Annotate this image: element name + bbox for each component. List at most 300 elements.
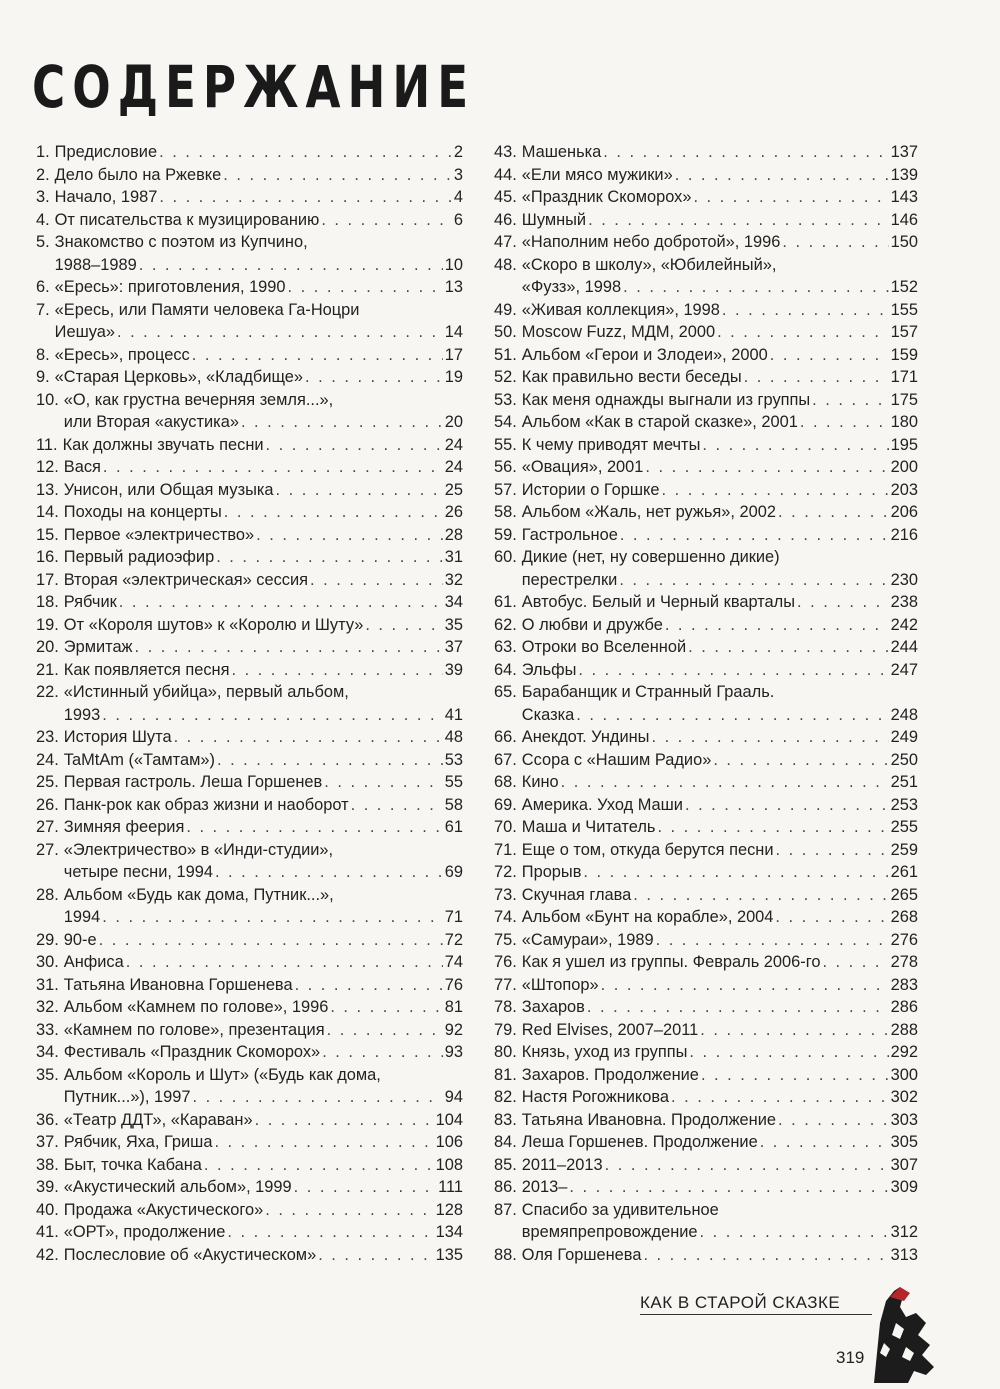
dot-leader <box>119 591 443 614</box>
toc-entry-title: От «Короля шутов» к «Королю и Шуту» <box>63 615 364 634</box>
toc-entry-number: 44. <box>494 165 517 184</box>
page-title: СОДЕРЖАНИЕ <box>32 53 476 121</box>
dot-leader <box>662 479 889 502</box>
toc-entry-title: «О, как грустна вечерняя земля...», <box>63 390 334 409</box>
toc-entry-title: Оля Горшенева <box>521 1245 642 1264</box>
toc-entry-title: «Акустический альбом», 1999 <box>63 1178 292 1196</box>
toc-entry-page: 216 <box>890 525 918 544</box>
dot-leader <box>587 996 889 1019</box>
toc-entry <box>36 366 463 389</box>
toc-entry-page: 39 <box>444 660 463 679</box>
toc-entry <box>494 974 918 997</box>
toc-entry-title: Альбом «Как в старой сказке», 2001 <box>521 413 798 431</box>
toc-entry-number: 41. <box>36 1223 59 1241</box>
toc-entry <box>494 141 918 164</box>
toc-entry-title: Настя Рогожникова <box>521 1088 670 1106</box>
footer-rule <box>640 1314 872 1315</box>
toc-column-right <box>494 141 918 1266</box>
toc-entry-title: «Театр ДДТ», «Караван» <box>63 1110 253 1129</box>
toc-entry-title-continued: «Фузз», 1998 <box>521 278 622 296</box>
toc-entry <box>494 906 918 929</box>
toc-entry-page: 61 <box>444 818 463 836</box>
toc-entry-number: 35. <box>36 1065 59 1084</box>
toc-entry-title: Маша и Читатель <box>521 818 656 836</box>
toc-entry <box>36 794 463 817</box>
toc-entry <box>36 816 463 839</box>
toc-entry <box>36 749 463 772</box>
toc-entry-page: 41 <box>444 705 463 724</box>
toc-entry-title: Зимняя феерия <box>63 818 185 836</box>
dot-leader <box>159 141 452 164</box>
dot-leader <box>651 726 888 749</box>
dot-leader <box>620 524 889 547</box>
toc-entry <box>494 1154 918 1177</box>
dot-leader <box>174 726 443 749</box>
toc-entry-number: 14. <box>36 503 59 521</box>
toc-entry-number: 69. <box>494 795 517 814</box>
toc-entry-page: 206 <box>890 503 918 521</box>
toc-entry-title: «Скоро в школу», «Юбилейный», <box>521 255 777 274</box>
toc-entry-title: Первая гастроль. Леша Горшенев <box>63 773 323 791</box>
toc-entry-number: 55. <box>494 435 517 454</box>
toc-entry-number: 86. <box>494 1178 517 1196</box>
toc-entry-number: 7. <box>36 300 50 319</box>
toc-entry <box>36 479 463 502</box>
dot-leader <box>633 884 888 907</box>
toc-entry-page: 72 <box>444 930 463 949</box>
dot-leader <box>797 591 889 614</box>
toc-entry-title: «Ересь», процесс <box>54 345 190 364</box>
toc-entry-page: 10 <box>444 255 463 274</box>
toc-entry-title: «Ересь, или Памяти человека Га-Ноцри <box>54 300 360 319</box>
toc-entry-title: Анфиса <box>63 953 124 971</box>
toc-entry-page: 17 <box>444 345 463 364</box>
toc-entry-title: Эрмитаж <box>63 638 133 656</box>
toc-entry-page: 48 <box>444 728 463 746</box>
toc-entry-page: 195 <box>890 435 918 454</box>
toc-entry-number: 20. <box>36 638 59 656</box>
toc-entry-title: Спасибо за удивительное <box>521 1200 719 1219</box>
dot-leader <box>126 951 443 974</box>
toc-entry-page: 283 <box>890 975 918 994</box>
toc-entry-page: 26 <box>444 503 463 521</box>
toc-entry <box>36 884 463 929</box>
dot-leader <box>322 1041 443 1064</box>
toc-entry-title: Машенька <box>521 143 602 161</box>
toc-entry-title: «Овация», 2001 <box>521 458 644 476</box>
toc-entry-page: 139 <box>890 165 918 184</box>
toc-entry-number: 81. <box>494 1065 517 1084</box>
jester-emblem-icon <box>870 1283 942 1383</box>
toc-entry-title: Альбом «Король и Шут» («Будь как дома, <box>63 1065 381 1084</box>
toc-entry-title-continued: 1988–1989 <box>54 255 137 274</box>
toc-entry-page: 55 <box>444 773 463 791</box>
toc-entry-number: 61. <box>494 593 517 611</box>
toc-entry-page: 34 <box>444 593 463 611</box>
toc-entry-number: 18. <box>36 593 59 611</box>
toc-entry <box>36 839 463 884</box>
toc-entry-page: 253 <box>890 795 918 814</box>
toc-entry <box>36 996 463 1019</box>
toc-entry-title: Альбом «Камнем по голове», 1996 <box>63 998 329 1016</box>
toc-entry-title: Начало, 1987 <box>54 188 158 206</box>
toc-entry-number: 6. <box>36 278 50 296</box>
toc-entry-page: 248 <box>890 705 918 724</box>
dot-leader <box>318 1244 433 1267</box>
toc-entry <box>36 569 463 592</box>
dot-leader <box>688 636 889 659</box>
toc-entry <box>494 1019 918 1042</box>
dot-leader <box>310 569 443 592</box>
toc-entry-title: Как меня однажды выгнали из группы <box>521 390 811 409</box>
toc-entry <box>494 794 918 817</box>
toc-entry-number: 15. <box>36 525 59 544</box>
toc-entry-title: Первое «электричество» <box>63 525 255 544</box>
toc-entry-number: 21. <box>36 660 59 679</box>
toc-entry-title: Еще о том, откуда берутся песни <box>521 840 774 859</box>
toc-entry-number: 63. <box>494 638 517 656</box>
dot-leader <box>365 614 442 637</box>
toc-entry-number: 17. <box>36 570 59 589</box>
toc-entry-title-continued: 1993 <box>63 705 101 724</box>
toc-entry-number: 27. <box>36 818 59 836</box>
toc-entry-number: 78. <box>494 998 517 1016</box>
toc-entry-number: 4. <box>36 210 50 229</box>
toc-entry-title: Князь, уход из группы <box>521 1043 688 1061</box>
toc-entry-title: Как появляется песня <box>63 660 230 679</box>
toc-entry-title: Отроки во Вселенной <box>521 638 687 656</box>
toc-entry-title: Вторая «электрическая» сессия <box>63 570 308 589</box>
toc-entry-title: «Самураи», 1989 <box>521 930 654 949</box>
dot-leader <box>159 186 452 209</box>
toc-entry-page: 180 <box>890 413 918 431</box>
toc-entry-page: 134 <box>435 1223 463 1241</box>
toc-entry-number: 59. <box>494 525 517 544</box>
dot-leader <box>276 479 443 502</box>
toc-entry-title: Быт, точка Кабана <box>63 1155 202 1174</box>
dot-leader <box>778 501 889 524</box>
toc-entry-number: 47. <box>494 233 517 251</box>
toc-entry-title: «Электричество» в «Инди-студии», <box>63 840 334 859</box>
toc-entry <box>494 411 918 434</box>
toc-entry-title-continued: Путник...»), 1997 <box>63 1088 191 1106</box>
toc-entry <box>494 929 918 952</box>
toc-entry-number: 77. <box>494 975 517 994</box>
toc-entry <box>494 434 918 457</box>
toc-entry-page: 106 <box>435 1133 463 1151</box>
toc-entry-page: 19 <box>444 368 463 386</box>
toc-entry <box>36 209 463 232</box>
toc-entry-number: 39. <box>36 1178 59 1196</box>
dot-leader <box>623 276 889 299</box>
toc-entry-number: 40. <box>36 1200 59 1219</box>
toc-entry-page: 35 <box>444 615 463 634</box>
toc-entry <box>494 1176 918 1199</box>
toc-entry-number: 10. <box>36 390 59 409</box>
toc-entry-number: 82. <box>494 1088 517 1106</box>
toc-entry-number: 49. <box>494 300 517 319</box>
toc-entry <box>36 1064 463 1109</box>
toc-entry-number: 58. <box>494 503 517 521</box>
dot-leader <box>778 1109 889 1132</box>
toc-entry-number: 24. <box>36 750 59 769</box>
toc-entry-page: 31 <box>444 548 463 566</box>
toc-entry-page: 94 <box>444 1088 463 1106</box>
toc-entry <box>494 951 918 974</box>
toc-entry-page: 53 <box>444 750 463 769</box>
toc-entry-title: Барабанщик и Странный Грааль. <box>521 683 775 701</box>
toc-entry <box>36 681 463 726</box>
toc-entry <box>36 299 463 344</box>
toc-entry <box>494 1041 918 1064</box>
toc-entry-number: 38. <box>36 1155 59 1174</box>
toc-entry-page: 255 <box>890 818 918 836</box>
toc-entry <box>494 546 918 591</box>
toc-entry-title: От писательства к музицированию <box>54 210 320 229</box>
toc-entry <box>36 344 463 367</box>
toc-entry <box>36 1109 463 1132</box>
toc-entry-page: 143 <box>890 188 918 206</box>
dot-leader <box>693 186 888 209</box>
toc-entry-page: 24 <box>444 435 463 454</box>
toc-entry-page: 312 <box>890 1223 918 1241</box>
toc-entry-title: Предисловие <box>54 143 158 161</box>
toc-entry-page: 108 <box>435 1155 463 1174</box>
toc-entry-page: 230 <box>890 570 918 589</box>
dot-leader <box>700 1019 888 1042</box>
toc-entry-number: 74. <box>494 908 517 926</box>
toc-entry-number: 80. <box>494 1043 517 1061</box>
toc-entry-page: 302 <box>890 1088 918 1106</box>
toc-entry-number: 23. <box>36 728 59 746</box>
toc-entry <box>36 1244 463 1267</box>
dot-leader <box>775 839 888 862</box>
toc-entry-number: 51. <box>494 345 517 364</box>
toc-entry-page: 14 <box>444 323 463 341</box>
toc-entry-page: 25 <box>444 480 463 499</box>
dot-leader <box>294 1176 436 1199</box>
toc-entry-page: 278 <box>890 953 918 971</box>
dot-leader <box>265 1199 433 1222</box>
toc-entry-number: 3. <box>36 188 50 206</box>
dot-leader <box>186 816 442 839</box>
toc-entry-number: 50. <box>494 323 517 341</box>
toc-entry-number: 48. <box>494 255 517 274</box>
toc-entry-title: Альбом «Герои и Злодеи», 2000 <box>521 345 768 364</box>
toc-entry-title: Автобус. Белый и Черный кварталы <box>521 593 795 611</box>
toc-entry-number: 88. <box>494 1245 517 1264</box>
toc-entry-number: 2. <box>36 165 50 184</box>
dot-leader <box>99 929 443 952</box>
dot-leader <box>351 794 443 817</box>
toc-entry-page: 150 <box>890 233 918 251</box>
toc-entry-title: «Штопор» <box>521 975 599 994</box>
toc-entry-page: 200 <box>890 458 918 476</box>
dot-leader <box>192 344 443 367</box>
toc-entry-page: 259 <box>890 840 918 859</box>
toc-entry <box>494 479 918 502</box>
dot-leader <box>204 1154 434 1177</box>
toc-entry <box>494 524 918 547</box>
dot-leader <box>583 861 888 884</box>
toc-entry-number: 36. <box>36 1110 59 1129</box>
toc-entry-number: 56. <box>494 458 517 476</box>
toc-entry-title: Как я ушел из группы. Февраль 2006-го <box>521 953 821 971</box>
toc-entry-page: 146 <box>890 210 918 229</box>
toc-entry <box>494 614 918 637</box>
dot-leader <box>321 209 452 232</box>
dot-leader <box>619 569 888 592</box>
toc-entry <box>36 456 463 479</box>
toc-entry-title: Леша Горшенев. Продолжение <box>521 1133 758 1151</box>
toc-entry <box>494 186 918 209</box>
toc-entry-title-continued: или Вторая «акустика» <box>63 413 239 431</box>
dot-leader <box>701 1064 889 1087</box>
toc-entry-page: 309 <box>890 1178 918 1196</box>
toc-entry-title-continued: четыре песни, 1994 <box>63 863 213 881</box>
toc-entry-number: 29. <box>36 930 59 949</box>
toc-entry <box>36 591 463 614</box>
dot-leader <box>216 546 443 569</box>
toc-entry-title-continued: перестрелки <box>521 570 618 589</box>
toc-entry <box>494 1086 918 1109</box>
toc-entry <box>36 1154 463 1177</box>
toc-entry <box>494 1244 918 1267</box>
toc-entry-title-continued: Иешуа» <box>54 323 115 341</box>
toc-entry <box>36 974 463 997</box>
toc-entry-number: 1. <box>36 143 50 161</box>
page-number: 319 <box>836 1348 865 1367</box>
dot-leader <box>266 434 443 457</box>
toc-entry-page: 37 <box>444 638 463 656</box>
toc-entry-page: 74 <box>444 953 463 971</box>
toc-entry-page: 13 <box>444 278 463 296</box>
dot-leader <box>227 1221 433 1244</box>
toc-entry-number: 37. <box>36 1133 59 1151</box>
dot-leader <box>135 636 443 659</box>
dot-leader <box>215 861 443 884</box>
toc-entry-number: 9. <box>36 368 50 386</box>
dot-leader <box>744 366 889 389</box>
toc-entry-title: Вася <box>63 458 101 476</box>
toc-entry-title: Кино <box>521 773 559 791</box>
toc-entry-title: «Праздник Скоморох» <box>521 188 692 206</box>
toc-entry-title: Эльфы <box>521 660 577 679</box>
dot-leader <box>214 1131 433 1154</box>
dot-leader <box>217 749 443 772</box>
toc-entry-page: 268 <box>890 908 918 926</box>
toc-entry <box>494 884 918 907</box>
toc-entry <box>494 389 918 412</box>
dot-leader <box>569 1176 888 1199</box>
dot-leader <box>775 906 888 929</box>
toc-entry-title: TaMtAm («Тамтам») <box>63 750 215 769</box>
dot-leader <box>324 771 443 794</box>
toc-entry-page: 4 <box>453 188 463 206</box>
toc-entry <box>36 276 463 299</box>
toc-entry-number: 32. <box>36 998 59 1016</box>
toc-entry <box>494 816 918 839</box>
toc-entry <box>36 771 463 794</box>
dot-leader <box>812 389 888 412</box>
toc-entry-number: 12. <box>36 458 59 476</box>
toc-entry <box>494 749 918 772</box>
dot-leader <box>330 996 442 1019</box>
toc-entry <box>494 501 918 524</box>
toc-entry-title: Походы на концерты <box>63 503 222 521</box>
toc-entry-page: 20 <box>444 413 463 431</box>
toc-entry-page: 265 <box>890 885 918 904</box>
toc-entry <box>36 546 463 569</box>
toc-entry-page: 28 <box>444 525 463 544</box>
dot-leader <box>657 816 888 839</box>
toc-entry-title: Red Elvises, 2007–2011 <box>521 1020 699 1039</box>
toc-entry-page: 292 <box>890 1043 918 1061</box>
toc-entry <box>36 501 463 524</box>
toc-entry <box>494 164 918 187</box>
toc-entry-page: 276 <box>890 930 918 949</box>
toc-entry-page: 175 <box>890 390 918 409</box>
toc-entry <box>494 1064 918 1087</box>
toc-entry <box>36 726 463 749</box>
toc-entry-number: 52. <box>494 368 517 386</box>
toc-entry-number: 70. <box>494 818 517 836</box>
toc-entry-number: 42. <box>36 1245 59 1264</box>
dot-leader <box>578 659 888 682</box>
toc-entry <box>494 1109 918 1132</box>
toc-entry-title-continued: Сказка <box>521 705 575 724</box>
toc-entry-page: 93 <box>444 1043 463 1061</box>
toc-entry-page: 76 <box>444 975 463 994</box>
toc-entry-number: 73. <box>494 885 517 904</box>
toc-entry-number: 79. <box>494 1020 517 1039</box>
dot-leader <box>117 321 443 344</box>
toc-entry <box>36 141 463 164</box>
toc-entry-title: Панк-рок как образ жизни и наоборот <box>63 795 349 814</box>
toc-entry-page: 137 <box>890 143 918 161</box>
toc-entry-page: 135 <box>435 1245 463 1264</box>
toc-entry-number: 84. <box>494 1133 517 1151</box>
toc-entry <box>36 1041 463 1064</box>
dot-leader <box>645 456 888 479</box>
toc-entry-title: 90-е <box>63 930 97 949</box>
toc-entry-number: 34. <box>36 1043 59 1061</box>
toc-entry-title: Знакомство с поэтом из Купчино, <box>54 233 308 251</box>
toc-entry-title: Захаров <box>521 998 585 1016</box>
toc-entry-title: Скучная глава <box>521 885 632 904</box>
toc-entry-title: «ОРТ», продолжение <box>63 1223 226 1241</box>
dot-leader <box>295 974 443 997</box>
dot-leader <box>665 614 889 637</box>
toc-entry-number: 25. <box>36 773 59 791</box>
toc-entry-number: 22. <box>36 683 59 701</box>
toc-entry-page: 261 <box>890 863 918 881</box>
toc-entry-title: История Шута <box>63 728 172 746</box>
toc-entry <box>494 861 918 884</box>
dot-leader <box>713 749 888 772</box>
toc-entry <box>36 524 463 547</box>
toc-entry-number: 26. <box>36 795 59 814</box>
toc-entry <box>494 299 918 322</box>
toc-entry-number: 85. <box>494 1155 517 1174</box>
toc-entry-number: 13. <box>36 480 59 499</box>
dot-leader <box>256 524 443 547</box>
toc-entry-page: 157 <box>890 323 918 341</box>
toc-entry-title: «Живая коллекция», 1998 <box>521 300 720 319</box>
toc-entry-title: Послесловие об «Акустическом» <box>63 1245 317 1264</box>
dot-leader <box>643 1244 888 1267</box>
toc-entry <box>36 1199 463 1222</box>
